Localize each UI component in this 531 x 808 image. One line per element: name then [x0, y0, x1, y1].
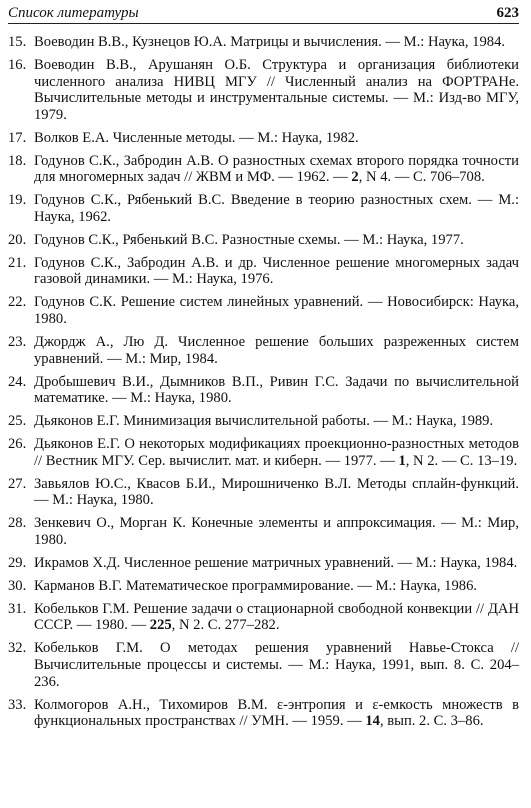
reference-text — [34, 34, 519, 51]
reference-number: 20. — [8, 231, 27, 248]
reference-text-part: Дьяконов Е.Г. Минимизация вычислительной работы. — М.: Наука, 1989. — [34, 413, 494, 430]
reference-text-part: Икрамов Х.Д. Численное решение матричных уравнений. — М.: Наука, 1984. — [34, 554, 518, 571]
reference-text-part: , N 2. — С. 13–19. — [405, 452, 518, 469]
reference-number: 32. — [8, 640, 27, 657]
reference-number: 33. — [8, 696, 27, 713]
reference-text-part: Годунов С.К., Рябенький В.С. Введение в теорию разностных схем. — М.: Наука, 1962. — [34, 192, 519, 225]
reference-text — [34, 601, 519, 634]
reference-text-part: Дробышевич В.И., Дымников В.П., Ривин Г.С. Задачи по вычислительной математике. — М.: Наука, 1980. — [34, 373, 519, 407]
reference-item — [8, 413, 519, 430]
reference-text-part: Воеводин В.В., Кузнецов Ю.А. Матрицы и вычисления. — М.: Наука, 1984. — [34, 34, 506, 50]
reference-number: 27. — [8, 475, 27, 492]
reference-text-part: Годунов С.К., Забродин А.В. и др. Численное решение многомерных задач газовой динамики. — М.: Наука, 1976. — [34, 254, 519, 288]
reference-number: 30. — [8, 577, 27, 594]
reference-text — [34, 640, 519, 690]
reference-number: 24. — [8, 373, 27, 390]
reference-item — [8, 192, 519, 225]
reference-text-part: , N 2. С. 277–282. — [171, 617, 280, 634]
reference-text — [34, 555, 519, 572]
reference-item — [8, 294, 519, 327]
reference-item — [8, 436, 519, 469]
reference-item — [8, 153, 519, 186]
reference-text — [34, 515, 519, 548]
section-title: Список литературы — [8, 5, 139, 21]
reference-text — [34, 294, 519, 327]
reference-text-part: Годунов С.К., Забродин А.В. О разностных схемах второго порядка точности для многомерных задач // ЖВМ и МФ. — 1962. — — [34, 152, 519, 186]
reference-item — [8, 34, 519, 51]
reference-volume: 225 — [149, 617, 172, 634]
reference-number: 29. — [8, 554, 27, 571]
reference-item — [8, 578, 519, 595]
reference-text-part: Карманов В.Г. Математическое программирование. — М.: Наука, 1986. — [34, 577, 478, 594]
reference-text-part: Зенкевич О., Морган К. Конечные элементы и аппроксимация. — М.: Мир, 1980. — [34, 515, 519, 548]
reference-item — [8, 130, 519, 147]
reference-text — [34, 192, 519, 225]
reference-number: 31. — [8, 600, 27, 617]
reference-item — [8, 515, 519, 548]
reference-text-part: , N 4. — С. 706–708. — [358, 169, 485, 186]
reference-text-part: Годунов С.К. Решение систем линейных уравнений. — Новосибирск: Наука, 1980. — [34, 294, 519, 328]
reference-item — [8, 476, 519, 509]
reference-text — [34, 436, 519, 469]
reference-text-part: , вып. 2. С. 3–86. — [379, 713, 484, 730]
reference-list — [8, 34, 519, 730]
reference-text — [34, 334, 519, 367]
reference-text — [34, 153, 519, 186]
reference-text — [34, 578, 519, 595]
reference-text — [34, 413, 519, 430]
reference-text — [34, 57, 519, 123]
reference-text-part: Волков Е.А. Численные методы. — М.: Наука, 1982. — [34, 129, 359, 146]
reference-number: 23. — [8, 334, 27, 351]
running-header — [8, 0, 519, 24]
reference-number: 22. — [8, 294, 27, 311]
reference-text-part: Колмогоров А.Н., Тихомиров В.М. ε-энтропия и ε-емкость множеств в функциональных пространствах // УМН. — 1959. — — [34, 696, 519, 730]
reference-item — [8, 57, 519, 123]
reference-number: 18. — [8, 152, 27, 169]
reference-volume: 2 — [351, 169, 359, 186]
reference-text — [34, 255, 519, 288]
reference-volume: 1 — [398, 452, 406, 469]
reference-text-part: Кобельков Г.М. Решение задачи о стационарной свободной конвекции // ДАН СССР. — 1980. — — [34, 600, 519, 634]
reference-number: 19. — [8, 192, 27, 209]
page-number: 623 — [496, 5, 519, 21]
reference-text — [34, 232, 519, 249]
reference-text-part: Воеводин В.В., Арушанян О.Б. Структура и организация библиотеки численного анализа НИВЦ МГУ // Численный анализ на ФОРТРАНе. Вычислительные методы и инструментальные системы. — М.: Изд-во МГУ, 1979. — [34, 56, 519, 123]
reference-number: 16. — [8, 56, 27, 73]
reference-text — [34, 697, 519, 730]
reference-number: 21. — [8, 254, 27, 271]
reference-item — [8, 334, 519, 367]
reference-number: 17. — [8, 129, 27, 146]
reference-number: 25. — [8, 413, 27, 430]
reference-item — [8, 232, 519, 249]
reference-item — [8, 601, 519, 634]
reference-text-part: Кобельков Г.М. О методах решения уравнений Навье-Стокса // Вычислительные процессы и системы. — М.: Наука, 1991, вып. 8. С. 204–236. — [34, 640, 519, 690]
reference-text — [34, 130, 519, 147]
reference-item — [8, 374, 519, 407]
reference-text-part: Завьялов Ю.С., Квасов Б.И., Мирошниченко В.Л. Методы сплайн-функций. — М.: Наука, 1980. — [34, 475, 519, 509]
reference-item — [8, 555, 519, 572]
reference-text-part: Дьяконов Е.Г. О некоторых модификациях проекционно-разностных методов // Вестник МГУ. Сер. вычислит. мат. и киберн. — 1977. — — [34, 436, 519, 469]
reference-volume: 14 — [365, 713, 380, 730]
reference-item — [8, 640, 519, 690]
reference-text — [34, 476, 519, 509]
reference-text-part: Годунов С.К., Рябенький В.С. Разностные схемы. — М.: Наука, 1977. — [34, 231, 464, 248]
reference-text-part: Джордж А., Лю Д. Численное решение больших разреженных систем уравнений. — М.: Мир, 1984. — [34, 334, 519, 367]
reference-number: 26. — [8, 436, 27, 453]
reference-item — [8, 697, 519, 730]
reference-item — [8, 255, 519, 288]
reference-text — [34, 374, 519, 407]
reference-number: 15. — [8, 34, 27, 50]
reference-number: 28. — [8, 515, 27, 532]
